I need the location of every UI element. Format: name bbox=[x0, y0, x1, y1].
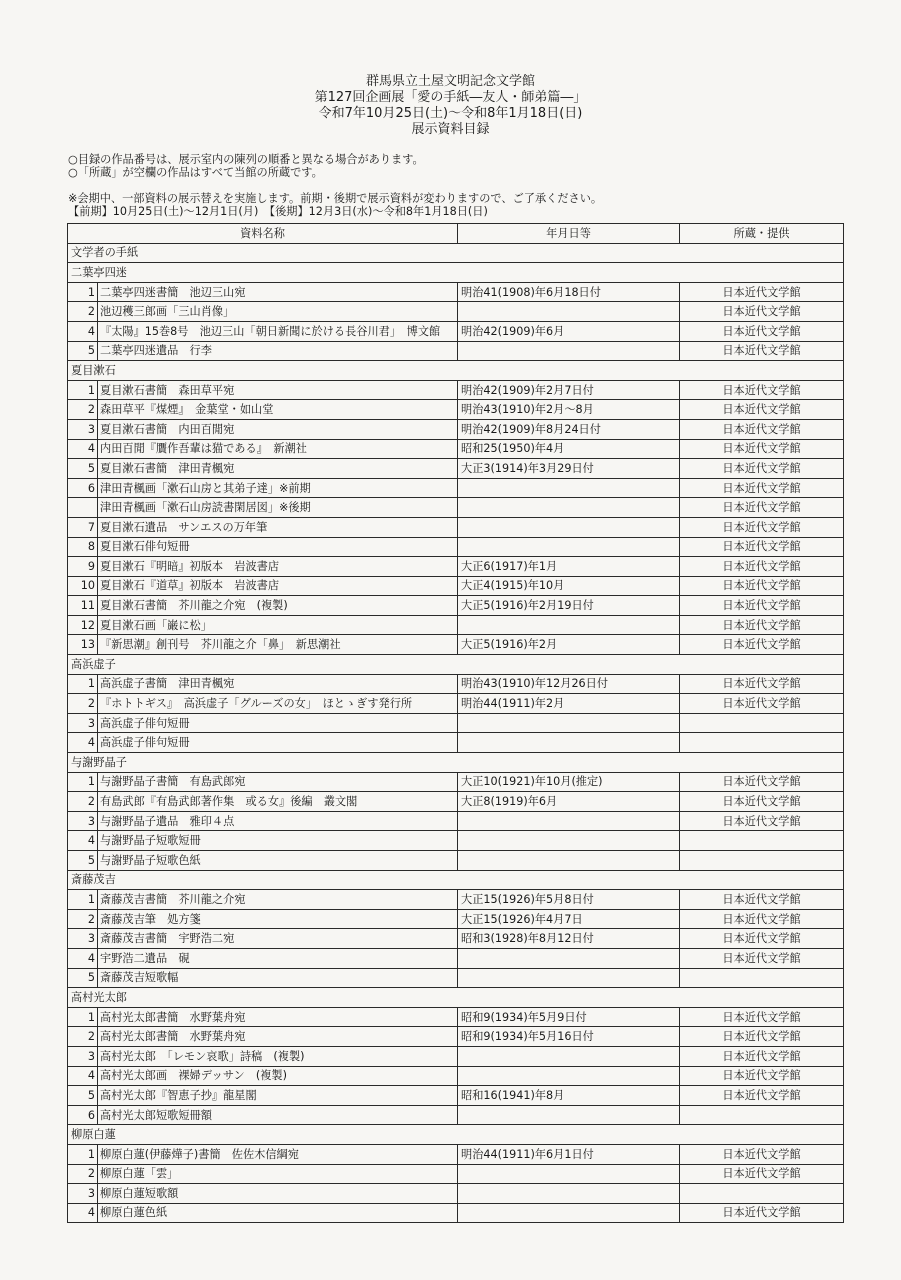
table-row bbox=[68, 831, 844, 851]
section-title: 高村光太郎 bbox=[68, 988, 844, 1008]
item-name: 高村光太郎書簡 水野葉舟宛 bbox=[98, 1007, 458, 1027]
table-row bbox=[68, 851, 844, 871]
item-owner: 日本近代文学館 bbox=[680, 1164, 844, 1184]
item-name: 津田青楓画「漱石山房読書閑居図」※後期 bbox=[98, 498, 458, 518]
table-row bbox=[68, 674, 844, 694]
item-name: 斎藤茂吉書簡 芥川龍之介宛 bbox=[98, 890, 458, 910]
item-owner: 日本近代文学館 bbox=[680, 948, 844, 968]
item-owner: 日本近代文学館 bbox=[680, 419, 844, 439]
table-row bbox=[68, 498, 844, 518]
item-owner: 日本近代文学館 bbox=[680, 439, 844, 459]
item-number bbox=[68, 498, 98, 518]
item-owner: 日本近代文学館 bbox=[680, 890, 844, 910]
item-owner: 日本近代文学館 bbox=[680, 557, 844, 577]
item-number: 4 bbox=[68, 1203, 98, 1223]
item-owner: 日本近代文学館 bbox=[680, 792, 844, 812]
item-number: 3 bbox=[68, 419, 98, 439]
item-name: 高村光太郎書簡 水野葉舟宛 bbox=[98, 1027, 458, 1047]
column-header-owner: 所蔵・提供 bbox=[680, 224, 844, 244]
item-owner bbox=[680, 713, 844, 733]
item-date: 大正8(1919)年6月 bbox=[458, 792, 680, 812]
item-name: 『太陽』15巻8号 池辺三山「朝日新聞に於ける長谷川君」 博文館 bbox=[98, 321, 458, 341]
item-number: 4 bbox=[68, 733, 98, 753]
section-row bbox=[68, 870, 844, 890]
item-owner: 日本近代文学館 bbox=[680, 302, 844, 322]
item-date: 大正6(1917)年1月 bbox=[458, 557, 680, 577]
table-row bbox=[68, 948, 844, 968]
item-date: 昭和9(1934)年5月9日付 bbox=[458, 1007, 680, 1027]
item-name: 柳原白蓮短歌額 bbox=[98, 1184, 458, 1204]
item-number: 7 bbox=[68, 517, 98, 537]
item-date: 明治43(1910)年12月26日付 bbox=[458, 674, 680, 694]
item-number: 1 bbox=[68, 674, 98, 694]
item-name: 高浜虚子俳句短冊 bbox=[98, 713, 458, 733]
section-row bbox=[68, 753, 844, 773]
item-date bbox=[458, 733, 680, 753]
item-date bbox=[458, 811, 680, 831]
item-number: 1 bbox=[68, 1144, 98, 1164]
item-name: 高村光太郎短歌短冊額 bbox=[98, 1105, 458, 1125]
item-date bbox=[458, 1164, 680, 1184]
table-row bbox=[68, 282, 844, 302]
section-row bbox=[68, 655, 844, 675]
item-date bbox=[458, 537, 680, 557]
table-row bbox=[68, 557, 844, 577]
item-number: 3 bbox=[68, 1046, 98, 1066]
item-owner bbox=[680, 1184, 844, 1204]
table-row bbox=[68, 1105, 844, 1125]
item-owner: 日本近代文学館 bbox=[680, 517, 844, 537]
item-number: 1 bbox=[68, 1007, 98, 1027]
item-date: 大正15(1926)年4月7日 bbox=[458, 909, 680, 929]
item-number: 5 bbox=[68, 968, 98, 988]
note-owner: ○「所蔵」が空欄の作品はすべて当館の所蔵です。 bbox=[68, 166, 323, 179]
section-title: 斎藤茂吉 bbox=[68, 870, 844, 890]
item-name: 夏目漱石俳句短冊 bbox=[98, 537, 458, 557]
item-name: 柳原白蓮色紙 bbox=[98, 1203, 458, 1223]
item-number: 9 bbox=[68, 557, 98, 577]
item-name: 夏目漱石書簡 内田百閒宛 bbox=[98, 419, 458, 439]
table-row bbox=[68, 615, 844, 635]
item-date: 大正10(1921)年10月(推定) bbox=[458, 772, 680, 792]
document-title: 展示資料目録 bbox=[411, 122, 490, 137]
item-owner: 日本近代文学館 bbox=[680, 694, 844, 714]
item-number: 10 bbox=[68, 576, 98, 596]
table-row bbox=[68, 811, 844, 831]
item-number: 1 bbox=[68, 380, 98, 400]
table-row bbox=[68, 576, 844, 596]
item-owner: 日本近代文学館 bbox=[680, 478, 844, 498]
table-row bbox=[68, 459, 844, 479]
item-owner: 日本近代文学館 bbox=[680, 615, 844, 635]
item-date: 大正3(1914)年3月29日付 bbox=[458, 459, 680, 479]
item-date bbox=[458, 948, 680, 968]
notes bbox=[68, 153, 602, 218]
item-name: 内田百閒『贋作吾輩は猫である』 新潮社 bbox=[98, 439, 458, 459]
item-date bbox=[458, 851, 680, 871]
section-title: 与謝野晶子 bbox=[68, 753, 844, 773]
item-owner: 日本近代文学館 bbox=[680, 909, 844, 929]
item-name: 有島武郎『有島武郎著作集 或る女』後編 叢文閣 bbox=[98, 792, 458, 812]
table-row bbox=[68, 341, 844, 361]
column-header-date: 年月日等 bbox=[458, 224, 680, 244]
museum-name: 群馬県立土屋文明記念文学館 bbox=[365, 74, 535, 89]
item-name: 斎藤茂吉短歌幅 bbox=[98, 968, 458, 988]
item-date: 昭和3(1928)年8月12日付 bbox=[458, 929, 680, 949]
item-owner: 日本近代文学館 bbox=[680, 321, 844, 341]
table-row bbox=[68, 1007, 844, 1027]
table-row bbox=[68, 380, 844, 400]
section-row bbox=[68, 263, 844, 283]
item-name: 高村光太郎画 裸婦デッサン (複製) bbox=[98, 1066, 458, 1086]
item-name: 『ホトトギス』 高浜虚子「グルーズの女」 ほとゝぎす発行所 bbox=[98, 694, 458, 714]
item-date: 昭和25(1950)年4月 bbox=[458, 439, 680, 459]
table-row bbox=[68, 968, 844, 988]
table-row bbox=[68, 302, 844, 322]
item-name: 斎藤茂吉書簡 宇野浩二宛 bbox=[98, 929, 458, 949]
item-date bbox=[458, 968, 680, 988]
section-title: 柳原白蓮 bbox=[68, 1125, 844, 1145]
catalog-table bbox=[67, 223, 844, 1223]
item-owner bbox=[680, 1105, 844, 1125]
item-name: 与謝野晶子遺品 雅印４点 bbox=[98, 811, 458, 831]
item-date: 明治43(1910)年2月～8月 bbox=[458, 400, 680, 420]
item-number: 13 bbox=[68, 635, 98, 655]
section-row bbox=[68, 1125, 844, 1145]
column-header-name: 資料名称 bbox=[68, 224, 458, 244]
item-owner: 日本近代文学館 bbox=[680, 811, 844, 831]
item-number: 8 bbox=[68, 537, 98, 557]
item-owner: 日本近代文学館 bbox=[680, 635, 844, 655]
note-order: ○目録の作品番号は、展示室内の陳列の順番と異なる場合があります。 bbox=[68, 153, 424, 166]
table-row bbox=[68, 694, 844, 714]
item-name: 宇野浩二遺品 硯 bbox=[98, 948, 458, 968]
item-number: 2 bbox=[68, 792, 98, 812]
item-number: 4 bbox=[68, 439, 98, 459]
item-name: 夏目漱石『明暗』初版本 岩波書店 bbox=[98, 557, 458, 577]
item-name: 二葉亭四迷書簡 池辺三山宛 bbox=[98, 282, 458, 302]
item-date: 明治42(1909)年8月24日付 bbox=[458, 419, 680, 439]
table-row bbox=[68, 1046, 844, 1066]
item-owner: 日本近代文学館 bbox=[680, 1086, 844, 1106]
item-date bbox=[458, 302, 680, 322]
table-row bbox=[68, 517, 844, 537]
item-number: 4 bbox=[68, 831, 98, 851]
item-date bbox=[458, 478, 680, 498]
item-date: 昭和16(1941)年8月 bbox=[458, 1086, 680, 1106]
item-date bbox=[458, 1046, 680, 1066]
table-row bbox=[68, 1203, 844, 1223]
item-date: 明治44(1911)年6月1日付 bbox=[458, 1144, 680, 1164]
note-periods: 【前期】10月25日(土)～12月1日(月) 【後期】12月3日(水)～令和8年1月18日(日) bbox=[68, 205, 488, 218]
item-owner: 日本近代文学館 bbox=[680, 1066, 844, 1086]
table-row bbox=[68, 1027, 844, 1047]
item-number: 4 bbox=[68, 948, 98, 968]
item-number: 1 bbox=[68, 282, 98, 302]
table-row bbox=[68, 890, 844, 910]
category-row bbox=[68, 243, 844, 263]
item-owner: 日本近代文学館 bbox=[680, 674, 844, 694]
item-name: 夏目漱石書簡 森田草平宛 bbox=[98, 380, 458, 400]
exhibition-title: 第127回企画展「愛の手紙―友人・師弟篇―」 bbox=[314, 90, 587, 105]
item-number: 6 bbox=[68, 1105, 98, 1125]
item-date: 明治44(1911)年2月 bbox=[458, 694, 680, 714]
table-row bbox=[68, 321, 844, 341]
item-number: 5 bbox=[68, 851, 98, 871]
item-owner: 日本近代文学館 bbox=[680, 380, 844, 400]
table-row bbox=[68, 419, 844, 439]
item-name: 与謝野晶子書簡 有島武郎宛 bbox=[98, 772, 458, 792]
item-name: 二葉亭四迷遺品 行李 bbox=[98, 341, 458, 361]
table-row bbox=[68, 792, 844, 812]
item-owner: 日本近代文学館 bbox=[680, 1007, 844, 1027]
item-date bbox=[458, 1203, 680, 1223]
item-number: 6 bbox=[68, 478, 98, 498]
item-date bbox=[458, 498, 680, 518]
table-row bbox=[68, 1184, 844, 1204]
item-name: 与謝野晶子短歌短冊 bbox=[98, 831, 458, 851]
item-owner: 日本近代文学館 bbox=[680, 1027, 844, 1047]
item-owner bbox=[680, 831, 844, 851]
item-owner: 日本近代文学館 bbox=[680, 1144, 844, 1164]
table-row bbox=[68, 1144, 844, 1164]
table-row bbox=[68, 1086, 844, 1106]
item-number: 5 bbox=[68, 341, 98, 361]
item-date: 大正5(1916)年2月 bbox=[458, 635, 680, 655]
item-name: 与謝野晶子短歌色紙 bbox=[98, 851, 458, 871]
table-row bbox=[68, 400, 844, 420]
item-name: 池辺穫三郎画「三山肖像」 bbox=[98, 302, 458, 322]
item-name: 高村光太郎『智恵子抄』龍星閣 bbox=[98, 1086, 458, 1106]
exhibition-period: 令和7年10月25日(土)～令和8年1月18日(日) bbox=[318, 106, 583, 121]
item-owner: 日本近代文学館 bbox=[680, 576, 844, 596]
table-row bbox=[68, 1164, 844, 1184]
item-owner: 日本近代文学館 bbox=[680, 459, 844, 479]
item-name: 『新思潮』創刊号 芥川龍之介「鼻」 新思潮社 bbox=[98, 635, 458, 655]
item-number: 2 bbox=[68, 302, 98, 322]
section-title: 高浜虚子 bbox=[68, 655, 844, 675]
item-name: 柳原白蓮(伊藤燁子)書簡 佐佐木信綱宛 bbox=[98, 1144, 458, 1164]
item-name: 夏目漱石遺品 サンエスの万年筆 bbox=[98, 517, 458, 537]
item-name: 夏目漱石『道草』初版本 岩波書店 bbox=[98, 576, 458, 596]
table-row bbox=[68, 1066, 844, 1086]
item-number: 2 bbox=[68, 400, 98, 420]
item-number: 2 bbox=[68, 1164, 98, 1184]
item-owner: 日本近代文学館 bbox=[680, 341, 844, 361]
item-owner bbox=[680, 733, 844, 753]
table-row bbox=[68, 909, 844, 929]
document-header bbox=[0, 74, 901, 138]
item-owner: 日本近代文学館 bbox=[680, 400, 844, 420]
item-date bbox=[458, 1184, 680, 1204]
item-date bbox=[458, 1066, 680, 1086]
item-owner: 日本近代文学館 bbox=[680, 1203, 844, 1223]
item-number: 2 bbox=[68, 694, 98, 714]
table-header-row bbox=[68, 224, 844, 244]
table-row bbox=[68, 537, 844, 557]
item-name: 高浜虚子俳句短冊 bbox=[98, 733, 458, 753]
item-date: 明治42(1909)年2月7日付 bbox=[458, 380, 680, 400]
item-name: 柳原白蓮「雲」 bbox=[98, 1164, 458, 1184]
item-number: 3 bbox=[68, 1184, 98, 1204]
table-row bbox=[68, 713, 844, 733]
item-date: 大正15(1926)年5月8日付 bbox=[458, 890, 680, 910]
note-rotation: ※会期中、一部資料の展示替えを実施します。前期・後期で展示資料が変わりますので、ご了承ください。 bbox=[68, 192, 603, 205]
item-name: 高浜虚子書簡 津田青楓宛 bbox=[98, 674, 458, 694]
item-owner: 日本近代文学館 bbox=[680, 282, 844, 302]
item-name: 森田草平『煤煙』 金葉堂・如山堂 bbox=[98, 400, 458, 420]
item-owner: 日本近代文学館 bbox=[680, 498, 844, 518]
item-owner: 日本近代文学館 bbox=[680, 772, 844, 792]
item-date bbox=[458, 341, 680, 361]
item-number: 2 bbox=[68, 1027, 98, 1047]
category-label: 文学者の手紙 bbox=[68, 243, 844, 263]
item-date: 大正5(1916)年2月19日付 bbox=[458, 596, 680, 616]
item-owner: 日本近代文学館 bbox=[680, 1046, 844, 1066]
item-name: 斎藤茂吉筆 処方箋 bbox=[98, 909, 458, 929]
item-number: 1 bbox=[68, 772, 98, 792]
item-name: 夏目漱石書簡 芥川龍之介宛 (複製) bbox=[98, 596, 458, 616]
item-owner bbox=[680, 851, 844, 871]
section-title: 二葉亭四迷 bbox=[68, 263, 844, 283]
table-row bbox=[68, 929, 844, 949]
table-row bbox=[68, 596, 844, 616]
item-number: 3 bbox=[68, 929, 98, 949]
item-date bbox=[458, 615, 680, 635]
item-date: 明治42(1909)年6月 bbox=[458, 321, 680, 341]
item-number: 5 bbox=[68, 1086, 98, 1106]
item-date bbox=[458, 1105, 680, 1125]
item-name: 夏目漱石書簡 津田青楓宛 bbox=[98, 459, 458, 479]
table-row bbox=[68, 635, 844, 655]
item-date: 大正4(1915)年10月 bbox=[458, 576, 680, 596]
item-number: 12 bbox=[68, 615, 98, 635]
item-owner bbox=[680, 968, 844, 988]
item-name: 夏目漱石画「巌に松」 bbox=[98, 615, 458, 635]
section-row bbox=[68, 361, 844, 381]
item-number: 4 bbox=[68, 1066, 98, 1086]
table-row bbox=[68, 772, 844, 792]
table-row bbox=[68, 439, 844, 459]
table-row bbox=[68, 478, 844, 498]
item-name: 津田青楓画「漱石山房と其弟子達」※前期 bbox=[98, 478, 458, 498]
item-owner: 日本近代文学館 bbox=[680, 929, 844, 949]
item-date: 明治41(1908)年6月18日付 bbox=[458, 282, 680, 302]
item-number: 2 bbox=[68, 909, 98, 929]
item-number: 3 bbox=[68, 713, 98, 733]
item-name: 高村光太郎 「レモン哀歌」詩稿 (複製) bbox=[98, 1046, 458, 1066]
table-row bbox=[68, 733, 844, 753]
item-date: 昭和9(1934)年5月16日付 bbox=[458, 1027, 680, 1047]
item-owner: 日本近代文学館 bbox=[680, 537, 844, 557]
item-number: 4 bbox=[68, 321, 98, 341]
item-number: 1 bbox=[68, 890, 98, 910]
item-number: 3 bbox=[68, 811, 98, 831]
item-number: 5 bbox=[68, 459, 98, 479]
item-owner: 日本近代文学館 bbox=[680, 596, 844, 616]
item-date bbox=[458, 831, 680, 851]
item-number: 11 bbox=[68, 596, 98, 616]
section-row bbox=[68, 988, 844, 1008]
item-date bbox=[458, 517, 680, 537]
section-title: 夏目漱石 bbox=[68, 361, 844, 381]
item-date bbox=[458, 713, 680, 733]
